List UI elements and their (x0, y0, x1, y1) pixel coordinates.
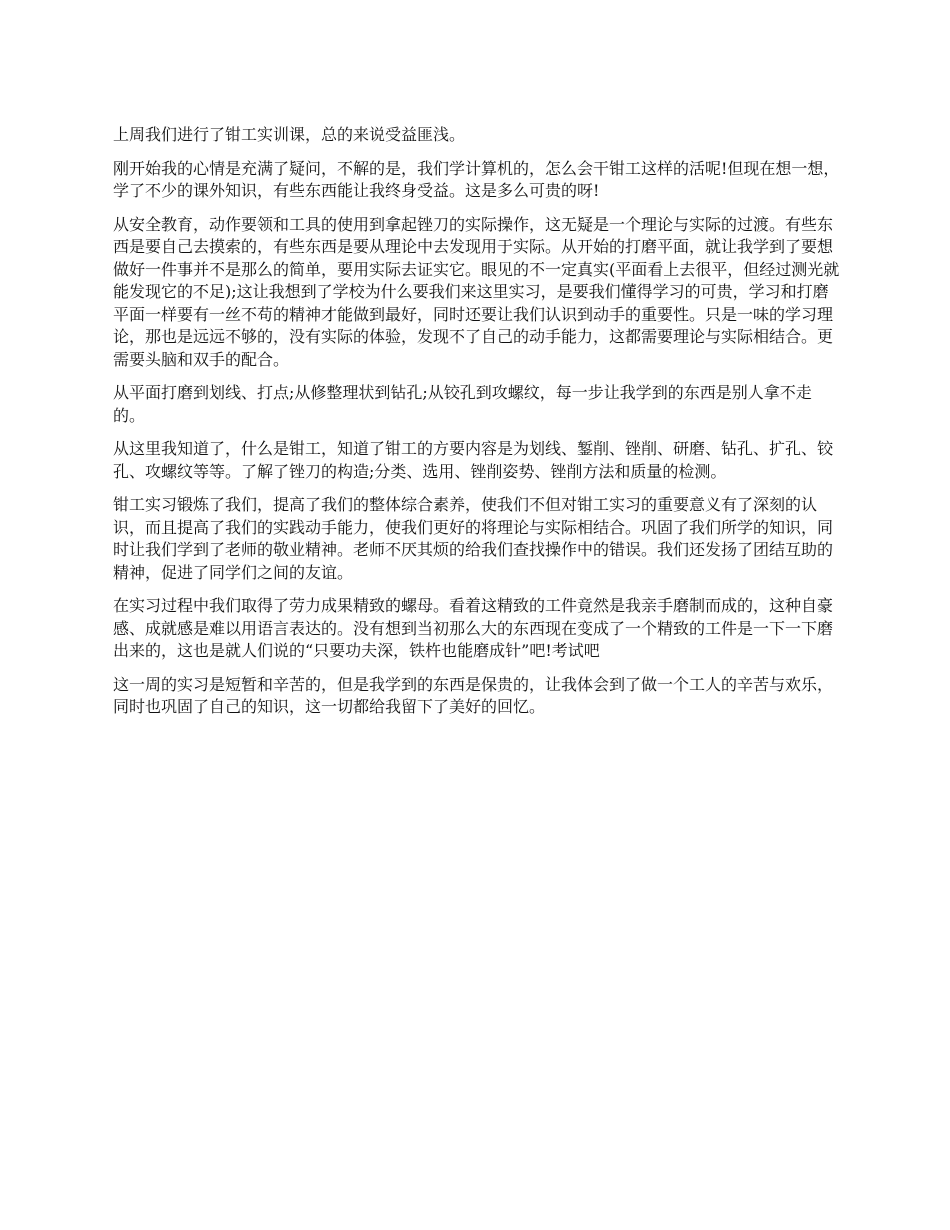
paragraph-5: 从这里我知道了，什么是钳工，知道了钳工的方要内容是为划线、錾削、锉削、研磨、钻孔、扩孔、铰孔、攻螺纹等等。了解了锉刀的构造;分类、选用、锉削姿势、锉削方法和质量的检测。 (113, 439, 834, 481)
paragraph-3: 从安全教育，动作要领和工具的使用到拿起锉刀的实际操作，这无疑是一个理论与实际的过渡。有些东西是要自己去摸索的，有些东西是要从理论中去发现用于实际。从开始的打磨平面，就让我学到了要想做好一件事并不是那么的简单，要用实际去证实它。眼见的不一定真实(平面看上去很平，但经过测光就能发现它的不足);这让我想到了学校为什么要我们来这里实习，是要我们懂得学习的可贵，学习和打磨平面一样要有一丝不苟的精神才能做到最好，同时还要让我们认识到动手的重要性。只是一味的学习理论，那也是远远不够的，没有实际的体验，发现不了自己的动手能力，这都需要理论与实际相结合。更需要头脑和双手的配合。 (113, 214, 840, 369)
document-body (113, 124, 843, 730)
paragraph-7: 在实习过程中我们取得了劳力成果精致的螺母。看着这精致的工件竟然是我亲手磨制而成的，这种自豪感、成就感是难以用语言表达的。没有想到当初那么大的东西现在变成了一个精致的工件是一下一下磨出来的，这也是就人们说的“只要功夫深，铁杵也能磨成针”吧!考试吧 (113, 596, 834, 660)
paragraph-1: 上周我们进行了钳工实训课，总的来说受益匪浅。 (113, 125, 466, 144)
paragraph-8: 这一周的实习是短暂和辛苦的，但是我学到的东西是保贵的，让我体会到了做一个工人的辛苦与欢乐，同时也巩固了自己的知识，这一切都给我留下了美好的回忆。 (113, 674, 834, 716)
paragraph-4: 从平面打磨到划线、打点;从修整理状到钻孔;从铰孔到攻螺纹，每一步让我学到的东西是别人拿不走的。 (113, 383, 812, 425)
paragraph-6: 钳工实习锻炼了我们，提高了我们的整体综合素养，使我们不但对钳工实习的重要意义有了深刻的认识，而且提高了我们的实践动手能力，使我们更好的将理论与实际相结合。巩固了我们所学的知识，同时让我们学到了老师的敬业精神。老师不厌其烦的给我们查找操作中的错误。我们还发扬了团结互助的精神，促进了同学们之间的友谊。 (113, 495, 834, 582)
paragraph-2: 刚开始我的心情是充满了疑问，不解的是，我们学计算机的，怎么会干钳工这样的活呢!但现在想一想，学了不少的课外知识，有些东西能让我终身受益。这是多么可贵的呀! (113, 158, 840, 200)
